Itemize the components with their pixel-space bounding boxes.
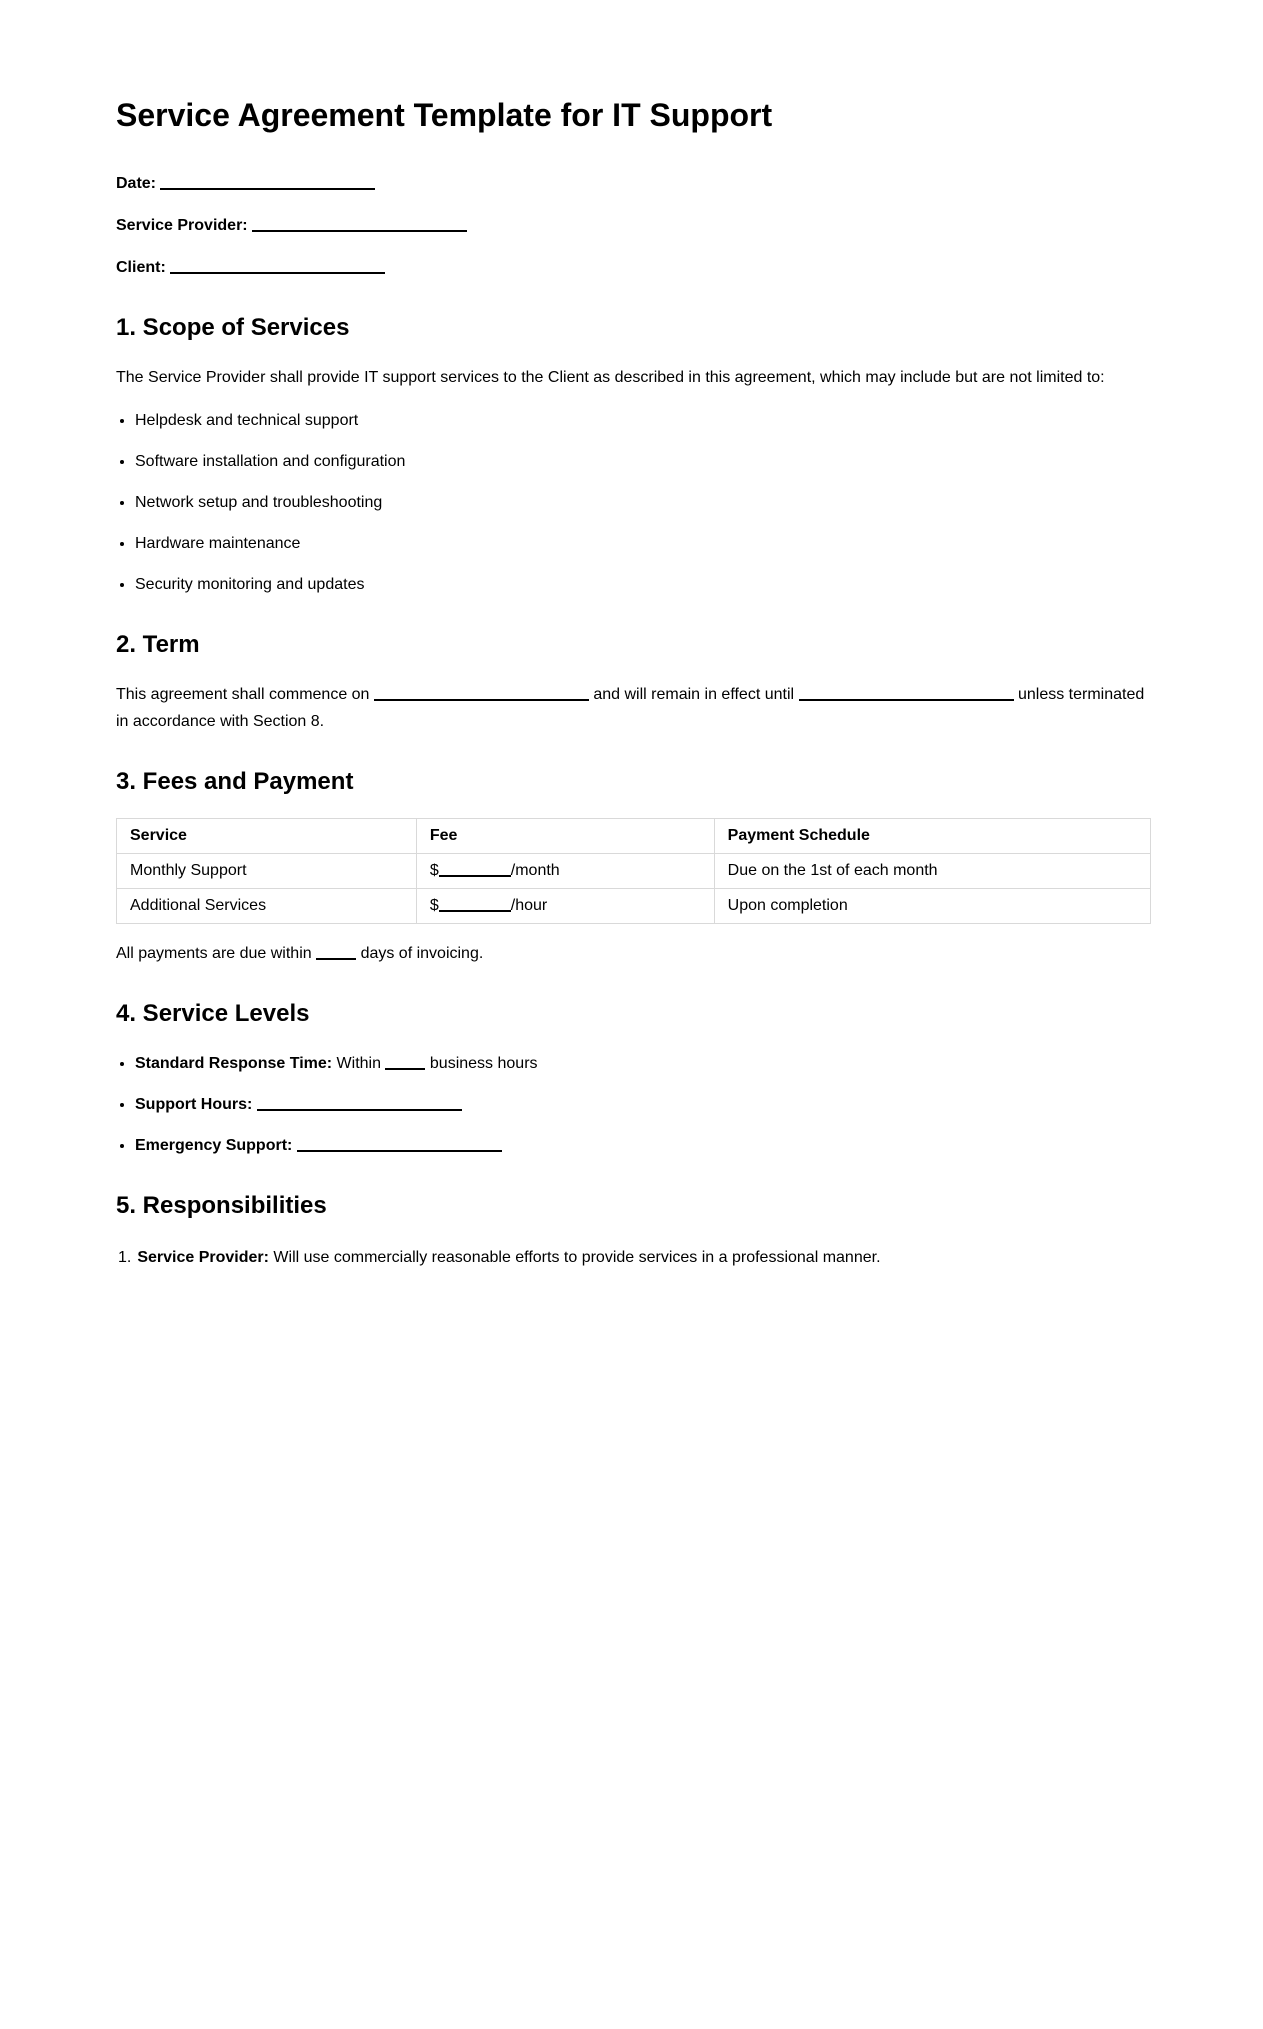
page-title: Service Agreement Template for IT Support bbox=[116, 97, 773, 133]
service-level-text: Within bbox=[336, 1055, 381, 1072]
scope-intro: The Service Provider shall provide IT support services to the Client as described in this agreement, which may include but are not limited to: bbox=[116, 369, 1105, 386]
term-paragraph bbox=[116, 681, 1151, 735]
fees-table bbox=[116, 818, 1151, 924]
section-heading-responsibilities: 5. Responsibilities bbox=[116, 1192, 327, 1219]
list-item: • Software installation and configuration bbox=[135, 448, 1151, 475]
field-date bbox=[116, 170, 1151, 197]
section-heading-term: 2. Term bbox=[116, 631, 200, 658]
blank-line bbox=[385, 1055, 425, 1070]
list-item: • Network setup and troubleshooting bbox=[135, 489, 1151, 516]
column-header-payment-schedule: Payment Schedule bbox=[714, 819, 1150, 854]
service-levels-list bbox=[116, 1050, 1151, 1159]
column-header-service: Service bbox=[117, 819, 417, 854]
service-level-text: business hours bbox=[429, 1055, 538, 1072]
column-header-fee: Fee bbox=[416, 819, 714, 854]
term-text-2: and will remain in effect until bbox=[593, 686, 795, 703]
item-number: 1. bbox=[118, 1249, 132, 1266]
table-header-row bbox=[117, 819, 1151, 854]
fee-currency: $ bbox=[429, 862, 439, 879]
note-text-2: days of invoicing. bbox=[360, 945, 484, 962]
fee-unit: /hour bbox=[510, 897, 548, 914]
list-item: • Hardware maintenance bbox=[135, 530, 1151, 557]
responsibility-item bbox=[116, 1244, 1151, 1271]
section-heading-service-levels: 4. Service Levels bbox=[116, 1000, 310, 1027]
field-service-provider-label: Service Provider: bbox=[116, 217, 248, 234]
table-row bbox=[117, 889, 1151, 924]
blank-line bbox=[439, 862, 511, 877]
section-heading-scope: 1. Scope of Services bbox=[116, 314, 350, 341]
table-row bbox=[117, 854, 1151, 889]
blank-line bbox=[252, 217, 467, 232]
cell-schedule: Upon completion bbox=[714, 889, 1150, 924]
note-text-1: All payments are due within bbox=[116, 945, 312, 962]
blank-line bbox=[316, 945, 356, 960]
service-level-label: Emergency Support: bbox=[135, 1137, 293, 1154]
scope-bullet-list bbox=[116, 407, 1151, 598]
field-client bbox=[116, 254, 1151, 281]
cell-schedule: Due on the 1st of each month bbox=[714, 854, 1150, 889]
section-heading-fees: 3. Fees and Payment bbox=[116, 768, 354, 795]
blank-line bbox=[170, 259, 385, 274]
blank-line bbox=[374, 686, 589, 701]
list-item bbox=[135, 1091, 1151, 1118]
service-level-label: Support Hours: bbox=[135, 1096, 253, 1113]
cell-service: Monthly Support bbox=[117, 854, 417, 889]
blank-line bbox=[257, 1096, 462, 1111]
responsibility-text: Will use commercially reasonable efforts to provide services in a professional manner. bbox=[273, 1249, 881, 1266]
list-item bbox=[135, 1132, 1151, 1159]
service-level-label: Standard Response Time: bbox=[135, 1055, 333, 1072]
list-item bbox=[135, 1050, 1151, 1077]
list-item: • Helpdesk and technical support bbox=[135, 407, 1151, 434]
responsibility-label: Service Provider: bbox=[137, 1249, 269, 1266]
fee-unit: /month bbox=[510, 862, 560, 879]
field-date-label: Date: bbox=[116, 175, 157, 192]
fee-currency: $ bbox=[429, 897, 439, 914]
blank-line bbox=[439, 897, 511, 912]
field-service-provider bbox=[116, 212, 1151, 239]
term-text-1: This agreement shall commence on bbox=[116, 686, 370, 703]
cell-fee bbox=[416, 889, 714, 924]
payment-terms-note bbox=[116, 940, 1151, 967]
cell-fee bbox=[416, 854, 714, 889]
cell-service: Additional Services bbox=[117, 889, 417, 924]
term-text-3: unless terminated in accordance with Section 8. bbox=[116, 686, 1145, 730]
blank-line bbox=[297, 1137, 502, 1152]
field-client-label: Client: bbox=[116, 259, 166, 276]
blank-line bbox=[799, 686, 1014, 701]
blank-line bbox=[160, 175, 375, 190]
list-item: • Security monitoring and updates bbox=[135, 571, 1151, 598]
